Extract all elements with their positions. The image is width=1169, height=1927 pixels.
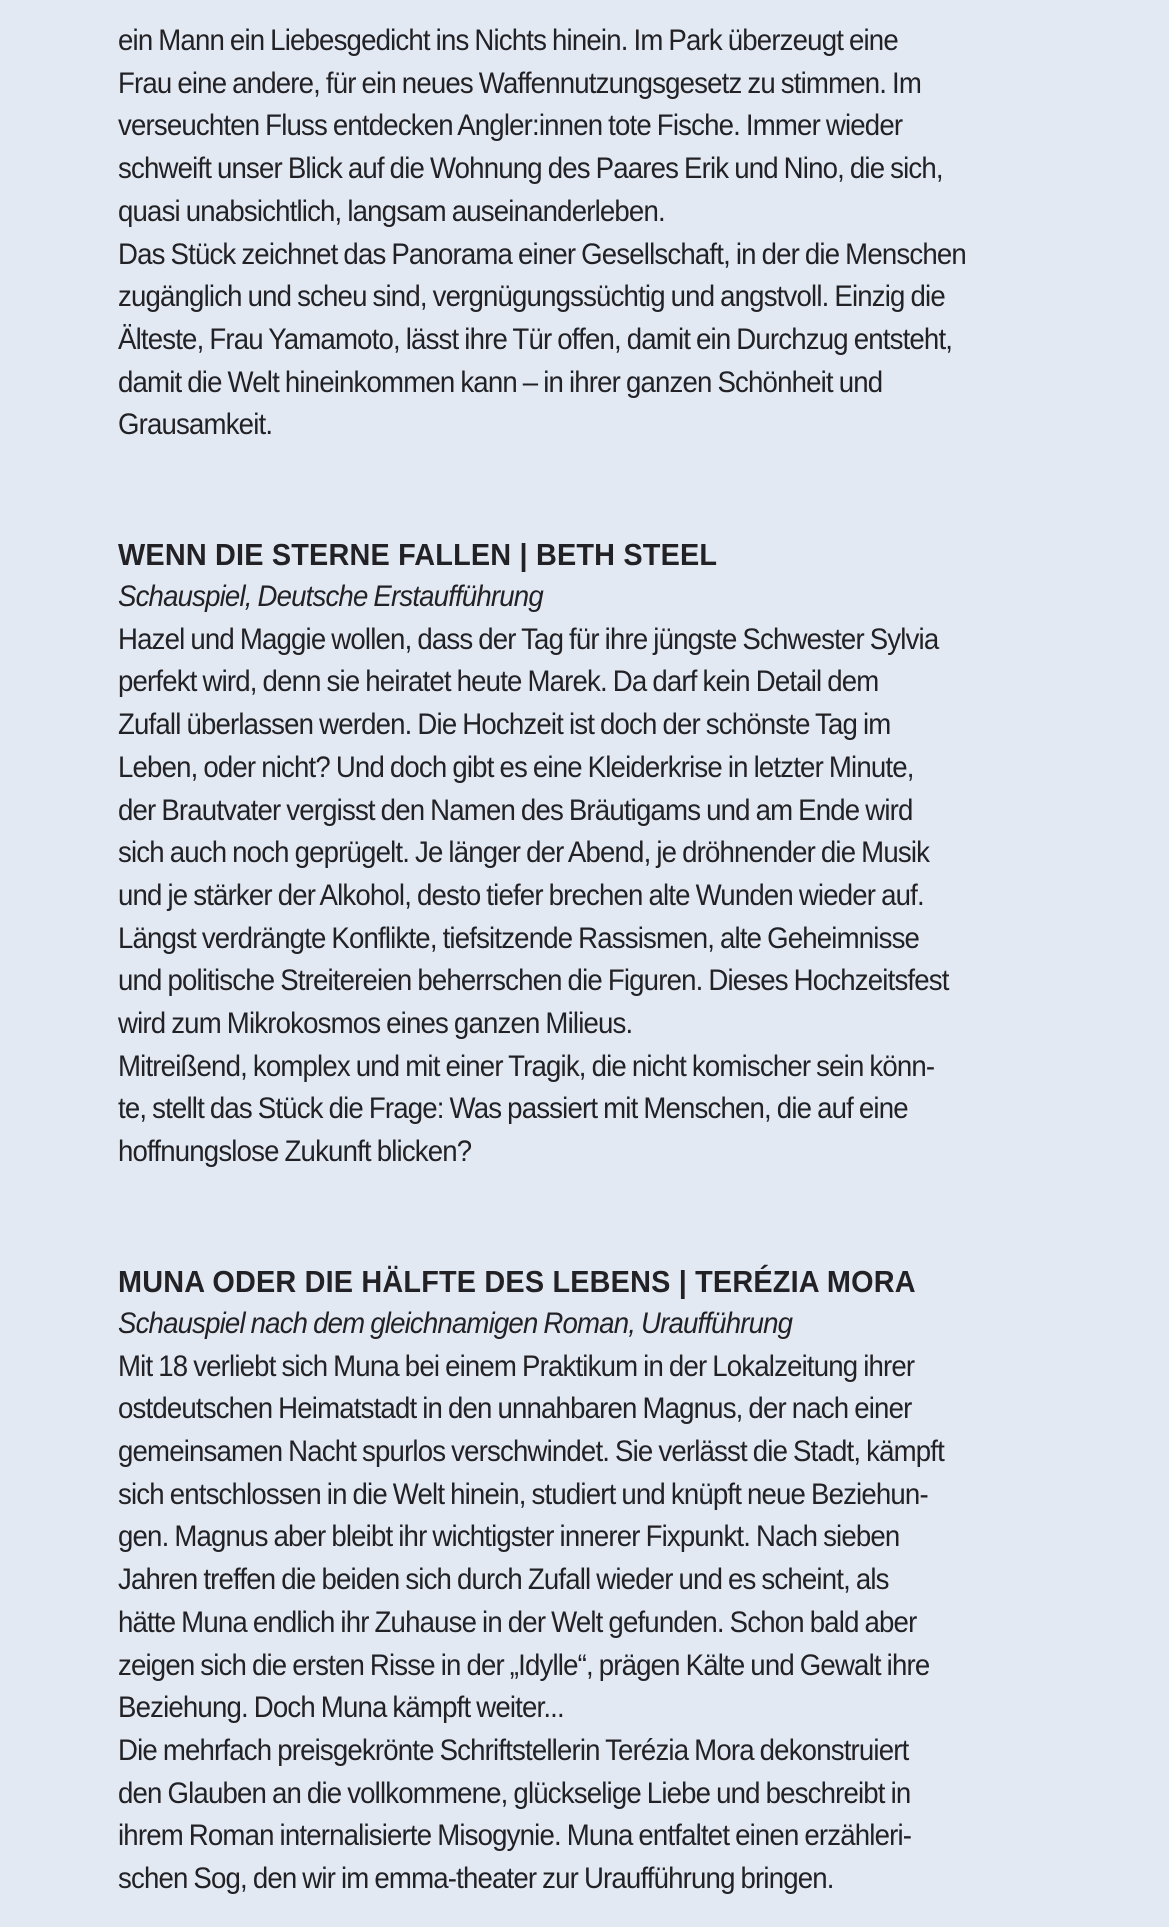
body-line: perfekt wird, denn sie heiratet heute Marek. Da darf kein Detail dem xyxy=(118,665,879,699)
intro-line: Das Stück zeichnet das Panorama einer Gesellschaft, in der die Menschen xyxy=(118,237,966,271)
body-line: schen Sog, den wir im emma-theater zur Uraufführung bringen. xyxy=(118,1862,834,1896)
section-subtitle: Schauspiel, Deutsche Erstaufführung xyxy=(118,580,543,614)
intro-line: ein Mann ein Liebesgedicht ins Nichts hinein. Im Park überzeugt eine xyxy=(118,24,898,57)
section-spacer xyxy=(118,1174,1058,1260)
body-line: Leben, oder nicht? Und doch gibt es eine Kleiderkrise in letzter Minute, xyxy=(118,750,914,784)
section-spacer xyxy=(118,447,1058,533)
play-section-wenn-die-sterne-fallen xyxy=(118,533,1058,1174)
body-line: hoffnungslose Zukunft blicken? xyxy=(118,1135,472,1169)
body-line: Längst verdrängte Konflikte, tiefsitzende Rassismen, alte Geheimnisse xyxy=(118,921,920,955)
body-line: wird zum Mikrokosmos eines ganzen Milieus. xyxy=(118,1007,633,1041)
body-line: te, stellt das Stück die Frage: Was passiert mit Menschen, die auf eine xyxy=(118,1092,908,1126)
play-section-muna xyxy=(118,1260,1058,1901)
body-line: zeigen sich die ersten Risse in der „Idylle“, prägen Kälte und Gewalt ihre xyxy=(118,1648,930,1682)
body-line: hätte Muna endlich ihr Zuhause in der Welt gefunden. Schon bald aber xyxy=(118,1605,917,1639)
body-line: der Brautvater vergisst den Namen des Bräutigams und am Ende wird xyxy=(118,793,913,827)
body-line: sich entschlossen in die Welt hinein, studiert und knüpft neue Beziehun- xyxy=(118,1477,928,1511)
intro-line: schweift unser Blick auf die Wohnung des Paares Erik und Nino, die sich, xyxy=(118,152,943,186)
body-line: gemeinsamen Nacht spurlos verschwindet. Sie verlässt die Stadt, kämpft xyxy=(118,1434,944,1468)
intro-line: quasi unabsichtlich, langsam auseinanderleben. xyxy=(118,194,665,228)
intro-line: zugänglich und scheu sind, vergnügungssüchtig und angstvoll. Einzig die xyxy=(118,280,945,314)
intro-line: damit die Welt hineinkommen kann – in ihrer ganzen Schönheit und xyxy=(118,365,883,399)
body-line: ostdeutschen Heimatstadt in den unnahbaren Magnus, der nach einer xyxy=(118,1392,912,1426)
section-title: WENN DIE STERNE FALLEN | BETH STEEL xyxy=(118,537,718,573)
body-line: den Glauben an die vollkommene, glückselige Liebe und beschreibt in xyxy=(118,1776,911,1810)
body-line: Beziehung. Doch Muna kämpft weiter... xyxy=(118,1691,564,1725)
body-line: Hazel und Maggie wollen, dass der Tag für ihre jüngste Schwester Sylvia xyxy=(118,622,939,656)
body-line: ihrem Roman internalisierte Misogynie. Muna entfaltet einen erzähleri- xyxy=(118,1819,912,1853)
intro-line: Älteste, Frau Yamamoto, lässt ihre Tür offen, damit ein Durchzug entsteht, xyxy=(118,322,953,356)
body-line: sich auch noch geprügelt. Je länger der Abend, je dröhnender die Musik xyxy=(118,836,930,870)
body-line: Mit 18 verliebt sich Muna bei einem Praktikum in der Lokalzeitung ihrer xyxy=(118,1349,915,1383)
body-line: Jahren treffen die beiden sich durch Zufall wieder und es scheint, als xyxy=(118,1563,889,1597)
body-line: Die mehrfach preisgekrönte Schriftstellerin Terézia Mora dekonstruiert xyxy=(118,1733,909,1767)
body-line: und je stärker der Alkohol, desto tiefer brechen alte Wunden wieder auf. xyxy=(118,878,924,912)
intro-line: Frau eine andere, für ein neues Waffennutzungsgesetz zu stimmen. Im xyxy=(118,66,922,100)
section-subtitle: Schauspiel nach dem gleichnamigen Roman, Uraufführung xyxy=(118,1306,793,1340)
intro-line: Grausamkeit. xyxy=(118,408,273,442)
body-line: gen. Magnus aber bleibt ihr wichtigster innerer Fixpunkt. Nach sieben xyxy=(118,1520,900,1554)
body-line: Zufall überlassen werden. Die Hochzeit ist doch der schönste Tag im xyxy=(118,708,891,742)
body-line: Mitreißend, komplex und mit einer Tragik, die nicht komischer sein könn- xyxy=(118,1049,935,1083)
intro-paragraph xyxy=(118,20,1058,447)
section-title: MUNA ODER DIE HÄLFTE DES LEBENS | TERÉZIA MORA xyxy=(118,1263,916,1299)
document-body xyxy=(118,20,1058,1901)
body-line: und politische Streitereien beherrschen die Figuren. Dieses Hochzeitsfest xyxy=(118,964,949,998)
intro-line: verseuchten Fluss entdecken Angler:innen tote Fische. Immer wieder xyxy=(118,109,903,143)
